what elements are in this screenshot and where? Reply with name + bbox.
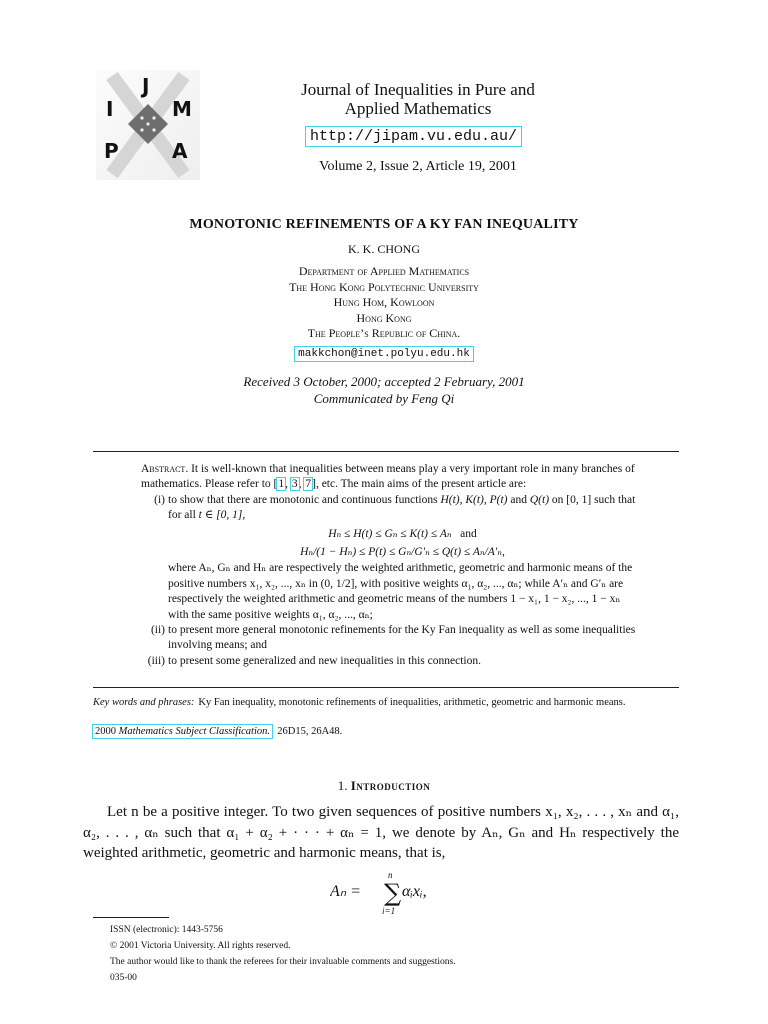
- abstract-item-2: (ii) to present more general monotonic refinements for the Ky Fan inequality as well as some inequalities involving means; and: [141, 623, 637, 654]
- affiliation-line: The Hong Kong Polytechnic University: [289, 279, 479, 294]
- keywords-text: Ky Fan inequality, monotonic refinements of inequalities, arithmetic, geometric and harmonic means.: [198, 697, 626, 708]
- footnote-thanks: The author would like to thank the referees for their invaluable comments and suggestions.: [110, 957, 456, 967]
- section-title: Introduction: [350, 778, 431, 793]
- citation-link[interactable]: 7: [305, 478, 312, 491]
- logo-letter-p: P: [104, 139, 119, 163]
- section-heading: [0, 778, 768, 794]
- abstract-label: Abstract.: [141, 463, 189, 475]
- abstract-top-rule: [93, 451, 679, 452]
- affiliation-line: Department of Applied Mathematics: [298, 264, 470, 278]
- journal-title-line2: Applied Mathematics: [344, 99, 492, 118]
- item-number: (iii): [147, 654, 165, 667]
- abstract-item-1-where: where Aₙ, Gₙ and Hₙ are respectively the weighted arithmetic, geometric and harmonic means of the positive numbers x₁, x₂, ..., xₙ in (0, 1/2], with positive weights α₁, α₂, ..., αₙ; while A′ₙ and G′ₙ are respectively the weighted arithmetic and geometric means of the numbers 1 − x₁, 1 − x₂, ..., 1 − xₙ with the same positive weights α₁, α₂, ..., αₙ;: [168, 562, 633, 621]
- abstract-equation-1: Hₙ ≤ H(t) ≤ Gₙ ≤ K(t) ≤ Aₙ and: [328, 527, 477, 540]
- item-number: (ii): [150, 624, 165, 637]
- msc-codes: 26D15, 26A48.: [277, 726, 343, 737]
- affiliation-line: The People’s Republic of China.: [307, 326, 461, 340]
- equation-rhs: αᵢxᵢ,: [402, 883, 427, 900]
- msc-link[interactable]: 2000 Mathematics Subject Classification.: [95, 726, 270, 737]
- abstract-equation-2: Hₙ/(1 − Hₙ) ≤ P(t) ≤ Gₙ/G′ₙ ≤ Q(t) ≤ Aₙ/A′ₙ,: [300, 546, 505, 559]
- keywords: [93, 697, 693, 708]
- sum-upper-limit: n: [388, 870, 393, 880]
- intro-paragraph: [83, 802, 679, 864]
- logo-letter-j: J: [142, 74, 150, 98]
- communicated-by: Communicated by Feng Qi: [313, 391, 455, 406]
- journal-url-link[interactable]: http://jipam.vu.edu.au/: [306, 127, 521, 146]
- item-number: (i): [154, 493, 165, 506]
- abstract-bottom-rule: [93, 687, 679, 688]
- logo-letter-a: A: [172, 139, 188, 163]
- msc-classification: [93, 726, 342, 737]
- summation-symbol: ∑: [384, 879, 402, 907]
- footnote-copyright: © 2001 Victoria University. All rights reserved.: [110, 941, 291, 951]
- sum-lower-limit: i=1: [382, 906, 396, 916]
- author-affiliation: [0, 264, 768, 342]
- abstract-intro: Abstract. It is well-known that inequalities between means play a very important role in many branches of mathematics. Please refer to [1, 3, 7], etc. The main aims of the present article are:: [141, 463, 635, 491]
- abstract-item-1: (i) to show that there are monotonic and continuous functions H(t), K(t), P(t) and Q(t) on [0, 1] such that for all t ∈ [0, 1], Hₙ ≤ H(t) ≤ Gₙ ≤ K(t) ≤ Aₙ and Hₙ/(1 − Hₙ) ≤ P(t) ≤ Gₙ/G′ₙ ≤ Q(t) ≤ Aₙ/A′ₙ, where Aₙ, Gₙ and Hₙ are respectively the weighted arithmetic, geometric and harmonic means of the positive numbers x₁, x₂, ..., xₙ in (0, 1/2], with positive weights α₁, α₂, ..., αₙ; while A′ₙ and G′ₙ are respectively the weighted arithmetic and geometric means of the numbers 1 − x₁, 1 − x₂, ..., 1 − xₙ with the same positive weights α₁, α₂, ..., αₙ;: [141, 493, 637, 623]
- journal-title: [268, 80, 568, 118]
- journal-logo: [92, 66, 204, 184]
- affiliation-line: Hong Kong: [356, 310, 412, 325]
- footnote-rule: [93, 917, 169, 918]
- journal-title-line1: Journal of Inequalities in Pure and: [301, 80, 535, 99]
- citation-link[interactable]: 3: [291, 478, 298, 491]
- keywords-label: Key words and phrases:: [93, 697, 195, 708]
- equation-lhs: Aₙ =: [330, 883, 361, 900]
- section-number: 1.: [337, 778, 348, 793]
- citation-link[interactable]: 1: [278, 478, 285, 491]
- received-info: [0, 373, 768, 407]
- footnote-issn: ISSN (electronic): 1443-5756: [110, 925, 223, 935]
- abstract: [141, 462, 637, 669]
- abstract-item-3: (iii) to present some generalized and new inequalities in this connection.: [141, 654, 637, 669]
- display-equation: [330, 868, 470, 916]
- paper-title: MONOTONIC REFINEMENTS OF A KY FAN INEQUALITY: [189, 217, 579, 232]
- logo-letter-i: I: [106, 97, 114, 121]
- author-email-link[interactable]: makkchon@inet.polyu.edu.hk: [295, 347, 473, 361]
- affiliation-line: Hung Hom, Kowloon: [333, 295, 435, 309]
- journal-volume: Volume 2, Issue 2, Article 19, 2001: [319, 159, 517, 174]
- body-paragraph: Let n be a positive integer. To two given sequences of positive numbers x₁, x₂, . . . , xₙ and α₁, α₂, . . . , αₙ such that α₁ + α₂ + · · · + αₙ = 1, we denote by Aₙ, Gₙ and Hₙ respectively the weighted arithmetic, geometric and harmonic means, that is,: [83, 804, 679, 861]
- received-dates: Received 3 October, 2000; accepted 2 February, 2001: [243, 374, 525, 389]
- footnote-code: 035-00: [110, 973, 137, 983]
- email-row: [0, 343, 768, 361]
- logo-letter-m: M: [172, 97, 192, 121]
- paper-author: K. K. CHONG: [348, 242, 420, 256]
